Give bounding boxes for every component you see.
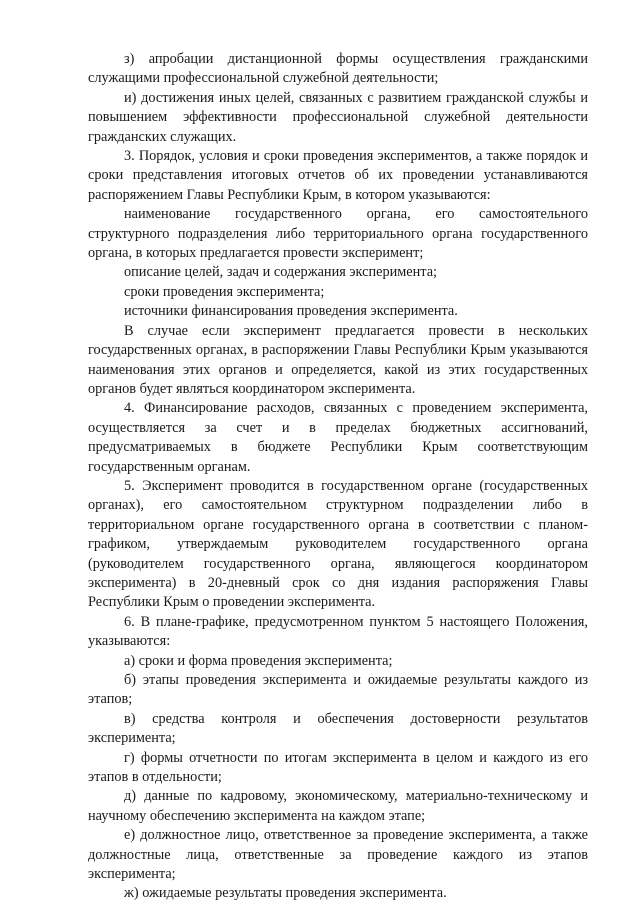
- paragraph-a-terms-form: а) сроки и форма проведения эксперимента;: [124, 652, 393, 669]
- document-page: [88, 50, 588, 904]
- paragraph-4-financing: 4. Финансирование расходов, связанных с проведением эксперимента, осуществляется за счет и в пределах бюджетных ассигнований, предусматриваемых в бюджете Республики Крым соответствующим государственным органам.: [88, 400, 588, 475]
- paragraph-v-control: в) средства контроля и обеспечения достоверности результатов эксперимента;: [88, 710, 588, 747]
- paragraph-several-organs: В случае если эксперимент предлагается провести в нескольких государственных органах, в распоряжении Главы Республики Крым указываются наименования этих органов и определяется, какой из этих государственных органов будет являться координатором эксперимента.: [88, 322, 588, 397]
- paragraph-3-procedure: 3. Порядок, условия и сроки проведения экспериментов, а также порядок и сроки представления итоговых отчетов об их проведении устанавливаются распоряжением Главы Республики Крым, в котором указываются:: [88, 148, 588, 203]
- paragraph-z-aprobation: з) апробации дистанционной формы осуществления гражданскими служащими профессиональной служебной деятельности;: [88, 51, 588, 87]
- paragraph-zh-results: ж) ожидаемые результаты проведения эксперимента.: [124, 885, 447, 902]
- paragraph-description: описание целей, задач и содержания эксперимента;: [124, 264, 438, 281]
- paragraph-organ-name: наименование государственного органа, его самостоятельного структурного подразделения либо территориального органа государственного органа, в которых предлагается провести эксперимент;: [88, 206, 588, 262]
- paragraph-d-support: д) данные по кадровому, экономическому, материально-техническому и научному обеспечению эксперимента на каждом этапе;: [88, 788, 588, 824]
- paragraph-6-schedule: 6. В плане-графике, предусмотренном пунктом 5 настоящего Положения, указываются:: [88, 613, 588, 650]
- paragraph-5-experiment: 5. Эксперимент проводится в государственном органе (государственных органах), его самостоятельном структурном подразделении либо в территориальном органе государственного органа в соответствии с планом-графиком, утверждаемым руководителем государственного органа (руководителем государственного органа, являющегося координатором эксперимента) в 20-дневный срок со дня издания распоряжения Главы Республики Крым о проведении эксперимента.: [88, 477, 588, 611]
- paragraph-terms: сроки проведения эксперимента;: [124, 283, 325, 300]
- paragraph-b-stages: б) этапы проведения эксперимента и ожидаемые результаты каждого из этапов;: [88, 672, 588, 708]
- paragraph-e-responsible: е) должностное лицо, ответственное за проведение эксперимента, а также должностные лица, ответственные за проведение каждого из этапов эксперимента;: [88, 827, 588, 883]
- paragraph-g-reporting: г) формы отчетности по итогам эксперимента в целом и каждого из его этапов в отдельности;: [88, 749, 588, 786]
- paragraph-i-other-goals: и) достижения иных целей, связанных с развитием гражданской службы и повышением эффективности профессиональной служебной деятельности гражданских служащих.: [88, 89, 588, 145]
- paragraph-funding-sources: источники финансирования проведения эксперимента.: [124, 303, 458, 320]
